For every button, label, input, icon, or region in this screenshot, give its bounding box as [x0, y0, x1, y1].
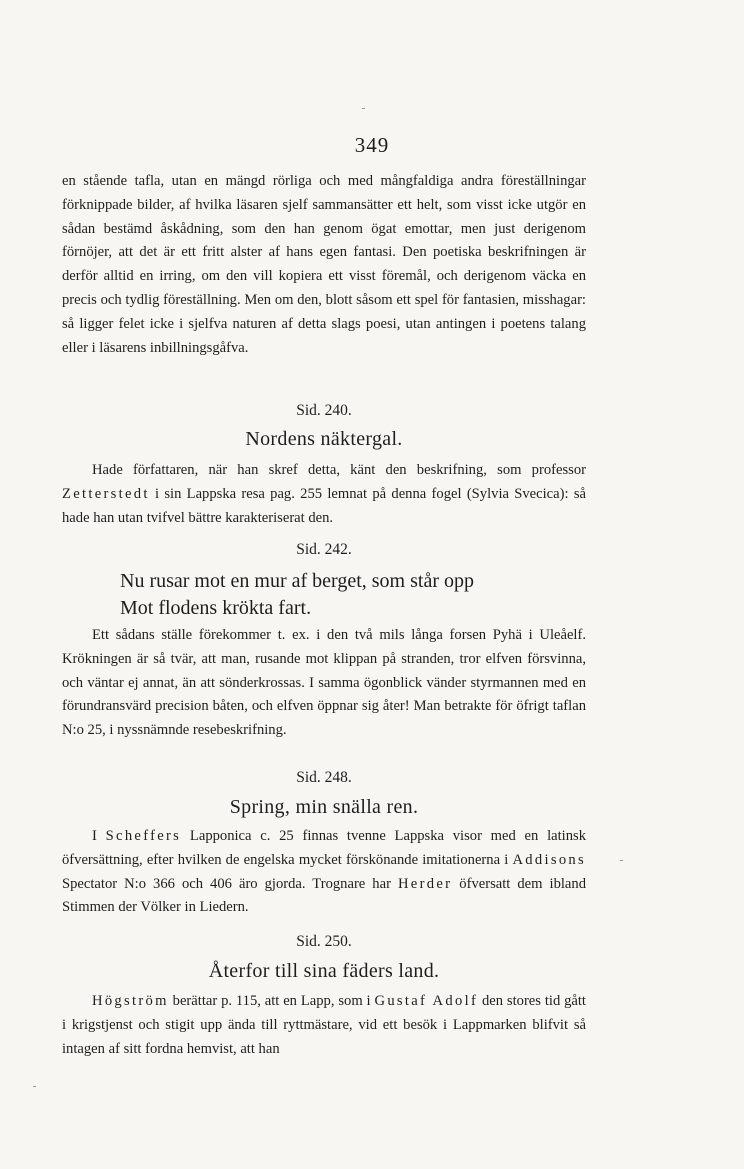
- verse-line-2: Mot flodens krökta fart.: [120, 597, 312, 619]
- section-2-verse: [62, 568, 586, 622]
- section-2-body: [62, 624, 586, 743]
- section-3-text-a: I: [92, 828, 106, 844]
- section-2-text: Ett sådans ställe förekommer t. ex. i den två mils långa forsen Pyhä i Uleåelf. Krökningen är så tvär, att man, rusande mot klippan på stranden, tror elfven försvinna, och väntar ej annat, än att sönderkrossas. I samma ögonblick vänder styrmannen med en förundransvärd precision båten, och elfven öppnar sig åter! Man betrakte för öfrigt taflan N:o 25, i nyssnämnde resebeskrifning.: [62, 627, 586, 739]
- section-1-name-zetterstedt: Zetterstedt: [62, 485, 150, 502]
- section-3-text-b: Lapponica c. 25 finnas tvenne Lappska visor med en latinsk öfversättning, efter hvilken de engelska mycket förskönande imitationerna i: [62, 828, 586, 868]
- section-3-page-ref: Sid. 248.: [296, 769, 352, 786]
- section-3-name-herder: Herder: [397, 875, 453, 892]
- section-3-name-addisons: Addisons: [512, 851, 586, 868]
- section-4-text-b: den stores tid gått i krigstjenst och stigit upp ända till ryttmästare, vid ett besök i Lappmarken blifvit så intagen af sitt fordna hemvist, att han: [62, 993, 586, 1057]
- section-4-body: [62, 990, 586, 1061]
- section-1-page-ref: Sid. 240.: [296, 402, 352, 419]
- section-2-page-ref: Sid. 242.: [296, 541, 352, 558]
- section-4-name-gustaf-adolf: Gustaf Adolf: [374, 993, 479, 1009]
- continuation-paragraph: [62, 170, 586, 360]
- print-speck: [362, 108, 365, 109]
- section-4-name-hogstrom: Högström: [92, 993, 169, 1009]
- section-4-text-a: berättar p. 115, att en Lapp, som i: [168, 993, 375, 1009]
- section-1-text-b: i sin Lappska resa pag. 255 lemnat på denna fogel (Sylvia Svecica): så hade han utan tvifvel bättre karakteriserat den.: [62, 485, 586, 526]
- section-3-body: [62, 825, 586, 920]
- print-speck: [33, 1086, 36, 1087]
- section-1-title: Nordens näktergal.: [245, 428, 403, 450]
- continuation-text: en stående tafla, utan en mängd rörliga och med mångfaldiga andra föreställningar förknippade bilder, af hvilka läsaren sjelf sammansätter ett helt, som visst icke utgör en sådan bestämd åskådning, som den han genom ögat emottar, men just derigenom förnöjer, att det är ett fritt alster af hans egen fantasi. Den poetiska beskrifningen är derför alltid en irring, om den vill kopiera ett visst föremål, och derigenom väcka en precis och tydlig föreställning. Men om den, blott såsom ett spel för fantasien, misshagar: så ligger felet icke i sjelfva naturen af detta slags poesi, utan antingen i poetens talang eller i läsarens inbillningsgåfva.: [62, 173, 586, 356]
- section-3-title: Spring, min snälla ren.: [229, 796, 419, 818]
- page-number: 349: [354, 133, 390, 157]
- section-1-body: [62, 459, 586, 530]
- section-4-title: Återfor till sina fäders land.: [208, 960, 440, 982]
- print-speck: [620, 860, 623, 861]
- section-3-name-scheffers: Scheffers: [105, 828, 182, 844]
- section-3-text-c: Spectator N:o 366 och 406 äro gjorda. Trognare har: [62, 875, 398, 892]
- section-1-text-a: Hade författaren, när han skref detta, känt den beskrifning, som professor: [92, 462, 586, 478]
- section-3-text-d: öfversatt dem ibland Stimmen der Völker in Liedern.: [62, 875, 587, 916]
- section-4-page-ref: Sid. 250.: [296, 933, 352, 950]
- verse-line-1: Nu rusar mot en mur af berget, som står opp: [120, 570, 474, 592]
